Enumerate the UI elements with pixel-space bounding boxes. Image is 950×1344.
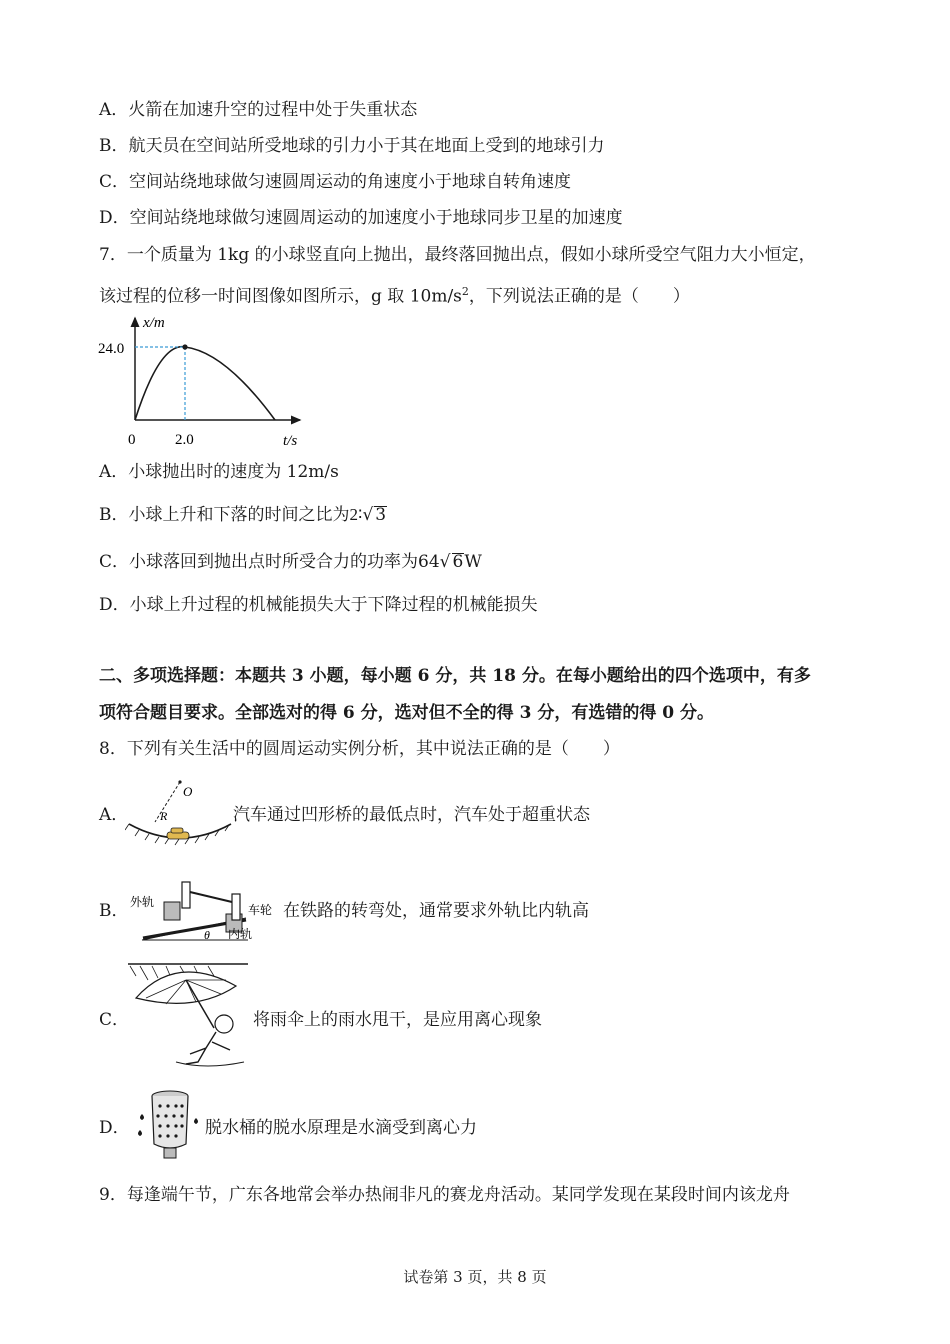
- drum-icon: [152, 1096, 188, 1148]
- q7-option-b-radicand: 3: [375, 505, 387, 525]
- fig-label-theta: θ: [204, 928, 210, 942]
- q7-option-d: D．小球上升过程的机械能损失大于下降过程的机械能损失: [99, 595, 538, 615]
- q7-option-b-text: B．小球上升和下落的时间之比为: [99, 505, 350, 525]
- section2-heading-line1: 二、多项选择题：本题共 3 小题，每小题 6 分，共 18 分。在每小题给出的四个选项中，有多: [99, 666, 811, 686]
- q8-c-label: C．: [99, 1010, 130, 1030]
- q7-stem-line2-b: ，下列说法正确的是（ ）: [468, 286, 690, 307]
- q7-stem-line2-a: 该过程的位移一时间图像如图所示，g 取 10m/s: [99, 286, 462, 307]
- q6-option-a: A．火箭在加速升空的过程中处于失重状态: [99, 100, 418, 120]
- sqrt-sign-icon: √: [362, 505, 374, 525]
- q7-option-c-text: C．小球落回到抛出点时所受合力的功率为: [99, 552, 419, 572]
- fig-label-r: R: [160, 809, 168, 823]
- q7-option-b-ratio: 2∶: [349, 505, 363, 524]
- origin-label: 0: [128, 432, 136, 448]
- spin-dryer-figure: [134, 1088, 206, 1162]
- displacement-curve: [135, 347, 275, 420]
- q8-stem: 8．下列有关生活中的圆周运动实例分析，其中说法正确的是（ ）: [99, 739, 620, 759]
- q9-stem: 9．每逢端午节，广东各地常会举办热闹非凡的赛龙舟活动。某同学发现在某段时间内该龙舟: [99, 1185, 790, 1205]
- fig-label-wheel: 车轮: [248, 903, 273, 917]
- q7-stem-sup: 2: [461, 285, 469, 298]
- umbrella-figure: [126, 958, 251, 1073]
- q6-option-d: D．空间站绕地球做匀速圆周运动的加速度小于地球同步卫星的加速度: [99, 208, 623, 228]
- concave-bridge-figure: [125, 776, 235, 848]
- page-footer: 试卷第 3 页，共 8 页: [403, 1268, 547, 1286]
- peak-point: [182, 344, 187, 349]
- y-axis-label: x/m: [143, 315, 165, 331]
- fig-label-o: O: [183, 784, 193, 799]
- q8-a-text: 汽车通过凹形桥的最低点时，汽车处于超重状态: [233, 805, 590, 825]
- railway-curve-figure: [128, 874, 288, 946]
- q8-a-label: A．: [99, 805, 129, 825]
- q6-option-b: B．航天员在空间站所受地球的引力小于其在地面上受到的地球引力: [99, 136, 605, 156]
- umbrella-icon: [136, 972, 236, 1003]
- sqrt-sign-icon: √: [439, 552, 451, 572]
- q7-xt-graph: [95, 312, 325, 452]
- q7-option-c: [99, 550, 482, 574]
- q7-option-c-unit: W: [464, 552, 482, 572]
- q8-c-text: 将雨伞上的雨水甩干，是应用离心现象: [253, 1010, 542, 1030]
- q6-option-c: C．空间站绕地球做匀速圆周运动的角速度小于地球自转角速度: [99, 172, 572, 192]
- q8-d-text: 脱水桶的脱水原理是水滴受到离心力: [205, 1118, 477, 1138]
- q8-b-text: 在铁路的转弯处，通常要求外轨比内轨高: [283, 901, 589, 921]
- peak-time-label: 2.0: [175, 432, 194, 448]
- q7-stem-line2: [99, 280, 690, 309]
- q7-option-a: A．小球抛出时的速度为 12m/s: [99, 462, 339, 482]
- child-head-icon: [215, 1015, 233, 1033]
- q7-option-c-coef: 64: [418, 552, 440, 572]
- q7-option-c-radicand: 6: [452, 552, 464, 572]
- peak-value-label: 24.0: [98, 341, 125, 357]
- section2-heading-line2: 项符合题目要求。全部选对的得 6 分，选对但不全的得 3 分，有选错的得 0 分。: [99, 703, 714, 723]
- q8-d-label: D．: [99, 1118, 130, 1138]
- fig-label-inner-rail: 内轨: [228, 927, 253, 941]
- x-axis-label: t/s: [283, 433, 298, 449]
- q7-stem-line1: 7．一个质量为 1kg 的小球竖直向上抛出，最终落回抛出点，假如小球所受空气阻力大小恒定，: [99, 245, 816, 265]
- q7-option-b: [99, 503, 387, 527]
- q8-b-label: B．: [99, 901, 129, 921]
- fig-label-outer-rail: 外轨: [130, 895, 155, 909]
